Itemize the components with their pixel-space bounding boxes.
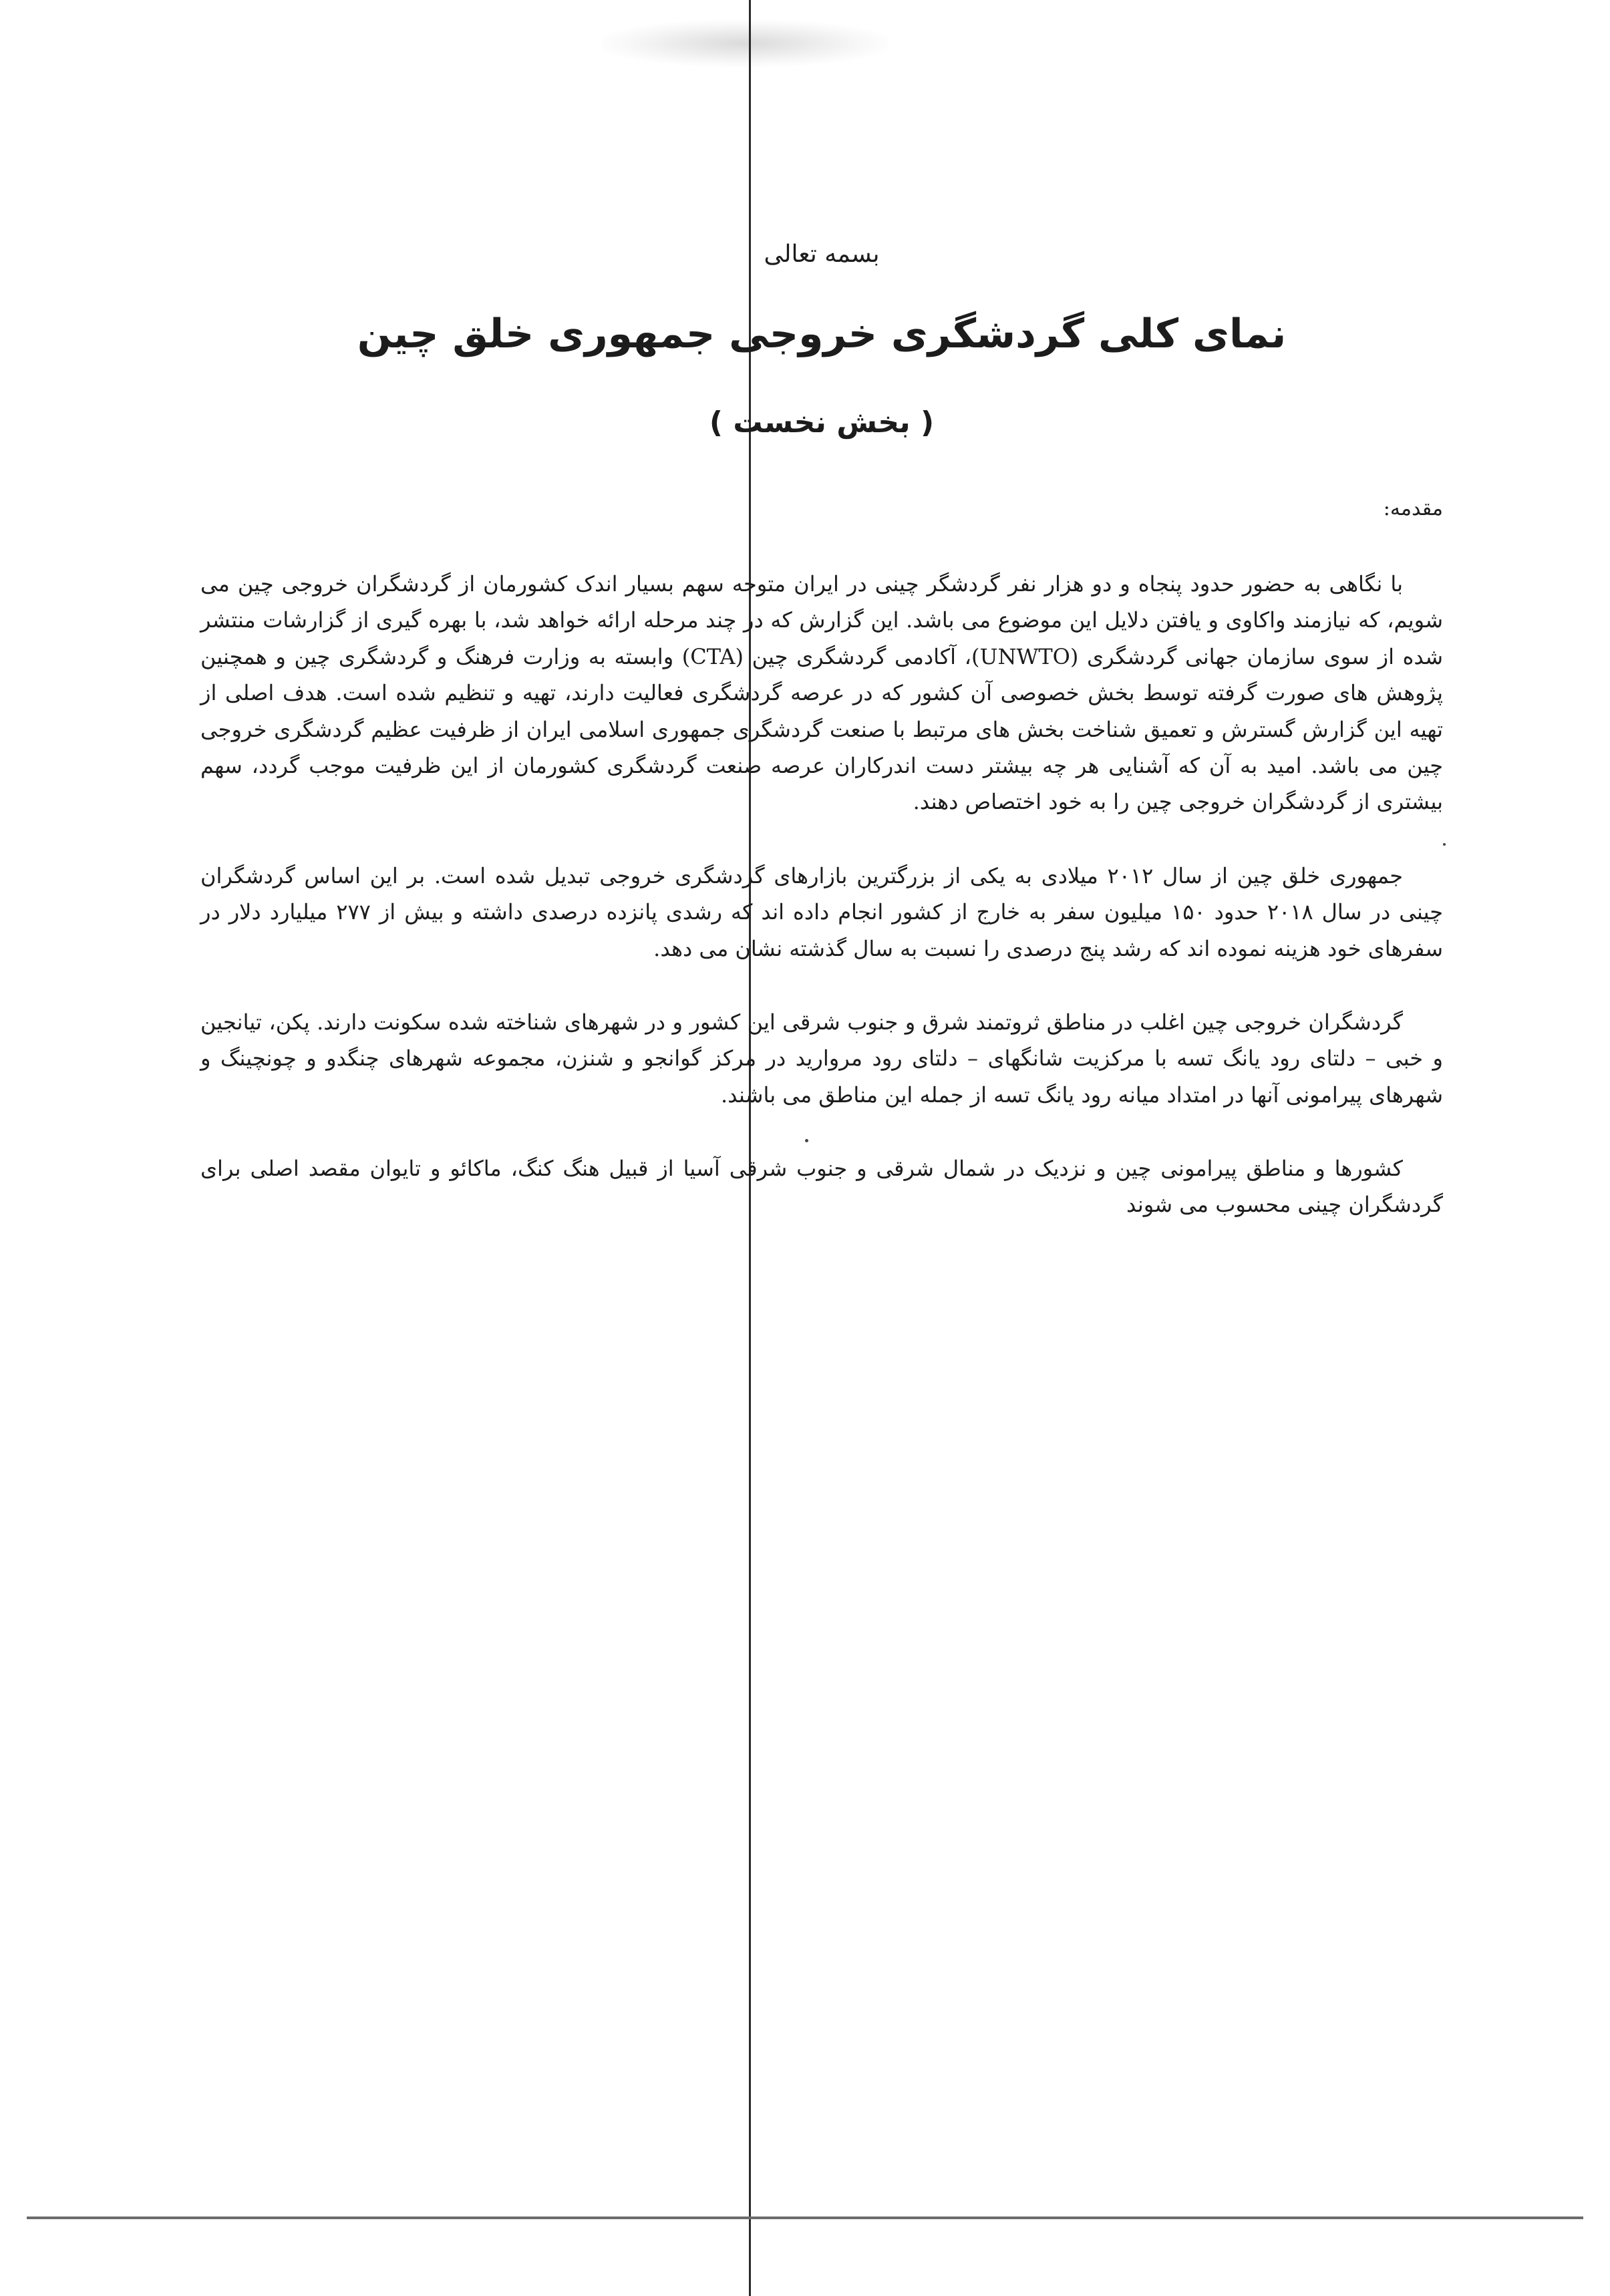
page-bottom-rule — [27, 2217, 1583, 2219]
document-subtitle: ( بخش نخست ) — [709, 405, 935, 440]
scan-speck — [1443, 843, 1446, 846]
basmala-heading: بسمه تعالی — [764, 240, 880, 268]
document-title: نمای کلی گردشگری خروجی جمهوری خلق چین — [357, 311, 1287, 357]
paragraph-introduction: با نگاهی به حضور حدود پنجاه و دو هزار نفر گردشگر چینی در ایران متوجه سهم بسیار اندک کشورمان از گردشگران خروجی چین می شویم، که نیازمند واکاوی و یافتن دلایل این موضوع می باشد. این گزارش که در چند مرحله ارائه خواهد شد، با بهره گیری از گزارشات منتشر شده از سوی سازمان جهانی گردشگری (UNWTO)، آکادمی گردشگری چین (CTA) وابسته به وزارت فرهنگ و گردشگری چین و همچنین پژوهش های صورت گرفته توسط بخش خصوصی آن کشور که در عرصه گردشگری فعالیت دارند، تهیه و تنظیم شده است. هدف اصلی از تهیه این گزارش گسترش و تعمیق شناخت بخش های مرتبط با صنعت گردشگری جمهوری اسلامی ایران از ظرفیت عظیم گردشگری خروجی چین می باشد. امید به آن که آشنایی هر چه بیشتر دست اندرکاران عرصه صنعت گردشگری کشورمان از این ظرفیت موجب گردد، سهم بیشتری از گردشگران خروجی چین را به خود اختصاص دهند. — [200, 571, 1444, 815]
section-heading-introduction: مقدمه: — [1383, 497, 1443, 520]
scan-smudge — [601, 20, 889, 67]
paragraph-origin-regions: گردشگران خروجی چین اغلب در مناطق ثروتمند شرق و جنوب شرقی این کشور و در شهرهای شناخته شده سکونت دارند. پکن، تیانجین و خبی – دلتای رود یانگ تسه با مرکزیت شانگهای – دلتای رود مروارید در مرکز گوانجو و شنزن، مجموعه شهرهای چنگدو و چونچینگ و شهرهای پیرامونی آنها در امتداد میانه رود یانگ تسه از جمله این مناطق می باشند. — [200, 1009, 1444, 1108]
paragraph-market-growth: جمهوری خلق چین از سال ۲۰۱۲ میلادی به یکی از بزرگترین بازارهای گردشگری خروجی تبدیل شده است. بر این اساس گردشگران چینی در سال ۲۰۱۸ حدود ۱۵۰ میلیون سفر به خارج از کشور انجام داده اند که رشدی پانزده درصدی داشته و بیش از ۲۷۷ میلیارد دلار در سفرهای خود هزینه نموده اند که رشد پنج درصدی را نسبت به سال گذشته نشان می دهد. — [200, 862, 1444, 961]
document-page — [200, 240, 1443, 1261]
paragraph-destinations: کشورها و مناطق پیرامونی چین و نزدیک در شمال شرقی و جنوب شرقی آسیا از قبیل هنگ کنگ، ماکائو و تایوان مقصد اصلی برای گردشگران چینی محسوب می شوند — [200, 1156, 1443, 1218]
